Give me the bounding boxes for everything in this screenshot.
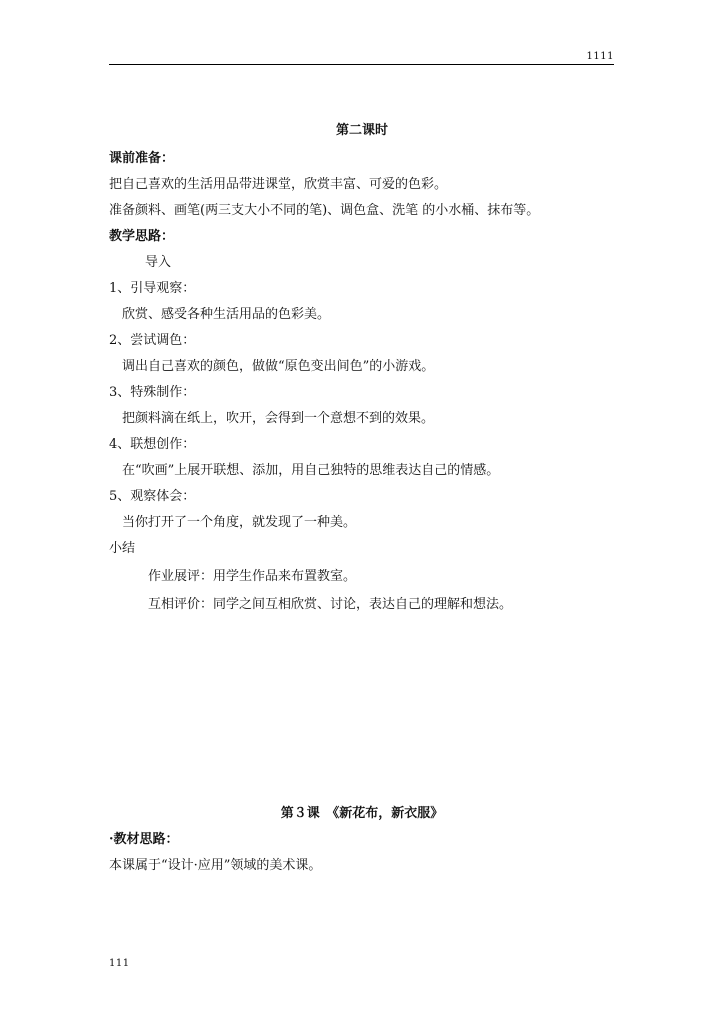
idea-heading: 教学思路： (109, 229, 175, 244)
step-4-text: 在“吹画”上展开联想、添加，用自己独特的思维表达自己的情感。 (122, 463, 500, 478)
intro-label: 导入 (145, 255, 172, 270)
lesson3-section-heading: ·教材思路： (109, 832, 179, 847)
step-1-text: 欣赏、感受各种生活用品的色彩美。 (122, 307, 331, 322)
step-3-text: 把颜料滴在纸上，吹开，会得到一个意想不到的效果。 (122, 411, 435, 426)
footer-page-number: 111 (109, 958, 130, 969)
step-4-title: 4、联想创作： (109, 437, 196, 452)
step-2-text: 调出自己喜欢的颜色，做做“原色变出间色”的小游戏。 (122, 359, 435, 374)
step-1-title: 1、引导观察： (109, 281, 196, 296)
lesson3-title: 第３课 《新花布，新衣服》 (280, 806, 444, 821)
prep-heading: 课前准备： (109, 151, 175, 166)
summary-line-2: 互相评价：同学之间互相欣赏、讨论，表达自己的理解和想法。 (148, 597, 513, 612)
prep-line-2: 准备颜料、画笔(两三支大小不同的笔)、调色盒、洗笔 的小水桶、抹布等。 (109, 203, 540, 218)
step-5-text: 当你打开了一个角度，就发现了一种美。 (122, 515, 357, 530)
summary-line-1: 作业展评：用学生作品来布置教室。 (148, 569, 357, 584)
lesson2-title: 第二课时 (335, 123, 388, 138)
step-2-title: 2、尝试调色： (109, 333, 196, 348)
header-rule (109, 64, 614, 65)
summary-heading: 小结 (109, 541, 136, 556)
step-3-title: 3、特殊制作： (109, 385, 196, 400)
step-5-title: 5、观察体会： (109, 489, 196, 504)
header-page-number: 1111 (586, 51, 614, 62)
lesson3-body: 本课属于“设计·应用”领域的美术课。 (109, 858, 322, 873)
prep-line-1: 把自己喜欢的生活用品带进课堂，欣赏丰富、可爱的色彩。 (109, 177, 448, 192)
